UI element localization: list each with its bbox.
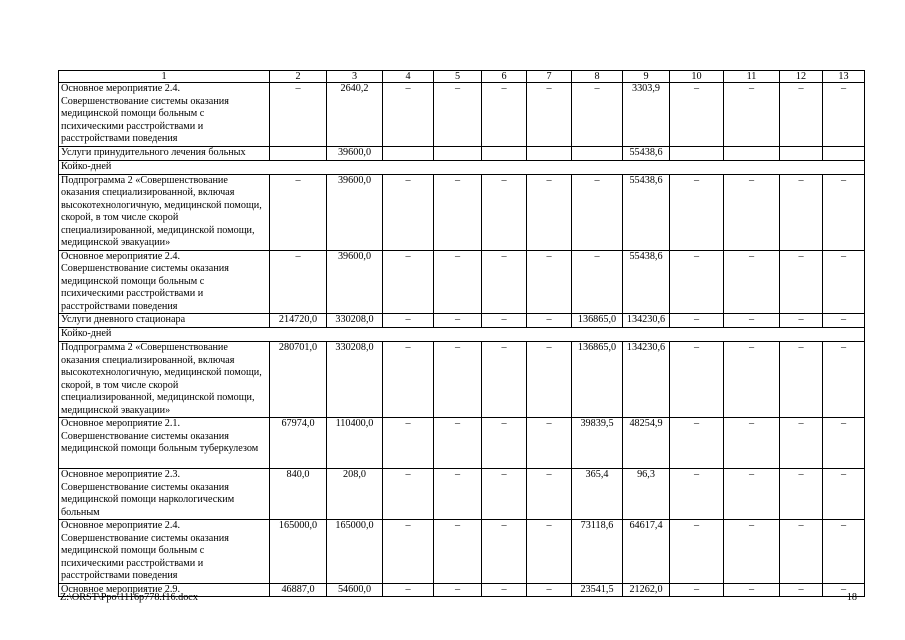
value-cell: 165000,0: [270, 520, 327, 584]
value-cell: [670, 146, 724, 160]
table-row: [59, 520, 865, 584]
value-cell: –: [823, 418, 865, 469]
value-cell: –: [823, 583, 865, 597]
value-cell: –: [434, 520, 482, 584]
value-cell: 165000,0: [327, 520, 383, 584]
column-header-4: 4: [383, 71, 434, 83]
value-cell: 23541,5: [572, 583, 623, 597]
value-cell: –: [270, 174, 327, 250]
table-row: [59, 250, 865, 314]
table-row: [59, 328, 865, 342]
value-cell: –: [780, 250, 823, 314]
value-cell: –: [670, 314, 724, 328]
value-cell: 55438,6: [623, 146, 670, 160]
value-cell: –: [572, 83, 623, 147]
value-cell: 134230,6: [623, 314, 670, 328]
table-row: [59, 314, 865, 328]
header-row: [59, 71, 865, 83]
value-cell: –: [823, 174, 865, 250]
row-label-cell: Основное мероприятие 2.4. Совершенствование системы оказания медицинской помощи больным с психическими расстройствами и расстройствами поведения: [59, 83, 270, 147]
row-label-cell: Подпрограмма 2 «Совершенствование оказания специализированной, включая высокотехнологичную, медицинской помощи, скорой, в том числе скорой специализированной, медицинской помощи, медицинской эвакуации»: [59, 342, 270, 418]
column-header-12: 12: [780, 71, 823, 83]
column-header-11: 11: [724, 71, 780, 83]
value-cell: –: [434, 583, 482, 597]
value-cell: –: [823, 314, 865, 328]
value-cell: –: [670, 520, 724, 584]
row-label-cell: Основное мероприятие 2.3. Совершенствование системы оказания медицинской помощи наркологическим больным: [59, 469, 270, 520]
value-cell: 46887,0: [270, 583, 327, 597]
value-cell: –: [482, 342, 527, 418]
value-cell: –: [823, 342, 865, 418]
value-cell: –: [670, 469, 724, 520]
value-cell: –: [724, 250, 780, 314]
value-cell: [572, 146, 623, 160]
column-header-6: 6: [482, 71, 527, 83]
column-header-3: 3: [327, 71, 383, 83]
value-cell: –: [724, 520, 780, 584]
value-cell: 214720,0: [270, 314, 327, 328]
value-cell: –: [434, 174, 482, 250]
value-cell: 67974,0: [270, 418, 327, 469]
value-cell: –: [482, 83, 527, 147]
value-cell: 136865,0: [572, 314, 623, 328]
value-cell: –: [780, 520, 823, 584]
value-cell: –: [527, 469, 572, 520]
row-label-cell: Основное мероприятие 2.9.: [59, 583, 270, 597]
value-cell: 365,4: [572, 469, 623, 520]
value-cell: 21262,0: [623, 583, 670, 597]
value-cell: –: [482, 583, 527, 597]
value-cell: –: [383, 174, 434, 250]
value-cell: 3303,9: [623, 83, 670, 147]
value-cell: 280701,0: [270, 342, 327, 418]
value-cell: –: [780, 583, 823, 597]
value-cell: 55438,6: [623, 250, 670, 314]
value-cell: [724, 146, 780, 160]
value-cell: –: [572, 250, 623, 314]
value-cell: –: [572, 174, 623, 250]
value-cell: –: [434, 469, 482, 520]
value-cell: 2640,2: [327, 83, 383, 147]
value-cell: 134230,6: [623, 342, 670, 418]
value-cell: –: [780, 418, 823, 469]
column-header-1: 1: [59, 71, 270, 83]
table-row: [59, 146, 865, 160]
value-cell: –: [670, 418, 724, 469]
value-cell: –: [724, 418, 780, 469]
value-cell: [434, 146, 482, 160]
value-cell: –: [482, 250, 527, 314]
value-cell: 96,3: [623, 469, 670, 520]
row-label-cell: Основное мероприятие 2.4. Совершенствование системы оказания медицинской помощи больным с психическими расстройствами и расстройствами поведения: [59, 250, 270, 314]
value-cell: –: [527, 250, 572, 314]
value-cell: –: [823, 520, 865, 584]
value-cell: –: [670, 250, 724, 314]
value-cell: –: [527, 342, 572, 418]
column-header-2: 2: [270, 71, 327, 83]
value-cell: [270, 146, 327, 160]
value-cell: 39600,0: [327, 174, 383, 250]
table-row: [59, 160, 865, 174]
value-cell: –: [383, 520, 434, 584]
value-cell: 110400,0: [327, 418, 383, 469]
value-cell: 48254,9: [623, 418, 670, 469]
value-cell: –: [780, 174, 823, 250]
value-cell: 39839,5: [572, 418, 623, 469]
table-row: [59, 83, 865, 147]
value-cell: –: [482, 174, 527, 250]
value-cell: –: [670, 342, 724, 418]
table-body: [59, 71, 865, 597]
value-cell: –: [434, 418, 482, 469]
value-cell: –: [383, 250, 434, 314]
value-cell: –: [482, 469, 527, 520]
value-cell: –: [724, 314, 780, 328]
data-table: [58, 70, 865, 597]
value-cell: –: [482, 314, 527, 328]
value-cell: –: [780, 83, 823, 147]
unit-label-row: Койко-дней: [59, 328, 865, 342]
row-label-cell: Основное мероприятие 2.1. Совершенствование системы оказания медицинской помощи больным туберкулезом: [59, 418, 270, 469]
footer-file-path: Z:\ORST\Ppo\1116p778.f16.docx: [60, 592, 198, 603]
value-cell: –: [383, 314, 434, 328]
value-cell: –: [780, 469, 823, 520]
value-cell: –: [780, 342, 823, 418]
value-cell: [527, 146, 572, 160]
column-header-5: 5: [434, 71, 482, 83]
value-cell: –: [482, 418, 527, 469]
value-cell: –: [527, 83, 572, 147]
value-cell: –: [724, 583, 780, 597]
column-header-10: 10: [670, 71, 724, 83]
value-cell: 840,0: [270, 469, 327, 520]
value-cell: 73118,6: [572, 520, 623, 584]
table-row: [59, 418, 865, 469]
value-cell: –: [823, 83, 865, 147]
value-cell: –: [527, 174, 572, 250]
value-cell: 55438,6: [623, 174, 670, 250]
value-cell: –: [383, 583, 434, 597]
value-cell: –: [434, 342, 482, 418]
row-label-cell: Услуги принудительного лечения больных: [59, 146, 270, 160]
value-cell: –: [724, 469, 780, 520]
footer-page-number: 18: [846, 592, 857, 603]
value-cell: 208,0: [327, 469, 383, 520]
value-cell: –: [670, 174, 724, 250]
value-cell: [780, 146, 823, 160]
value-cell: –: [270, 83, 327, 147]
column-header-13: 13: [823, 71, 865, 83]
column-header-7: 7: [527, 71, 572, 83]
value-cell: –: [823, 469, 865, 520]
value-cell: –: [434, 314, 482, 328]
value-cell: –: [434, 83, 482, 147]
value-cell: –: [724, 83, 780, 147]
value-cell: –: [383, 83, 434, 147]
value-cell: –: [780, 314, 823, 328]
value-cell: –: [270, 250, 327, 314]
value-cell: –: [527, 583, 572, 597]
value-cell: –: [383, 469, 434, 520]
value-cell: 64617,4: [623, 520, 670, 584]
table-row: [59, 469, 865, 520]
table-row: [59, 342, 865, 418]
value-cell: 39600,0: [327, 146, 383, 160]
value-cell: [823, 146, 865, 160]
value-cell: –: [383, 418, 434, 469]
value-cell: 330208,0: [327, 342, 383, 418]
row-label-cell: Основное мероприятие 2.4. Совершенствование системы оказания медицинской помощи больным с психическими расстройствами и расстройствами поведения: [59, 520, 270, 584]
value-cell: –: [434, 250, 482, 314]
value-cell: [482, 146, 527, 160]
value-cell: –: [383, 342, 434, 418]
value-cell: –: [670, 83, 724, 147]
value-cell: –: [527, 314, 572, 328]
value-cell: –: [724, 174, 780, 250]
row-label-cell: Услуги дневного стационара: [59, 314, 270, 328]
row-label-cell: Подпрограмма 2 «Совершенствование оказания специализированной, включая высокотехнологичную, медицинской помощи, скорой, в том числе скорой специализированной, медицинской помощи, медицинской эвакуации»: [59, 174, 270, 250]
value-cell: –: [724, 342, 780, 418]
value-cell: 136865,0: [572, 342, 623, 418]
unit-label-row: Койко-дней: [59, 160, 865, 174]
column-header-9: 9: [623, 71, 670, 83]
value-cell: 54600,0: [327, 583, 383, 597]
value-cell: 330208,0: [327, 314, 383, 328]
value-cell: 39600,0: [327, 250, 383, 314]
value-cell: [383, 146, 434, 160]
value-cell: –: [482, 520, 527, 584]
value-cell: –: [527, 520, 572, 584]
value-cell: –: [527, 418, 572, 469]
value-cell: –: [823, 250, 865, 314]
column-header-8: 8: [572, 71, 623, 83]
value-cell: –: [670, 583, 724, 597]
table-row: [59, 174, 865, 250]
